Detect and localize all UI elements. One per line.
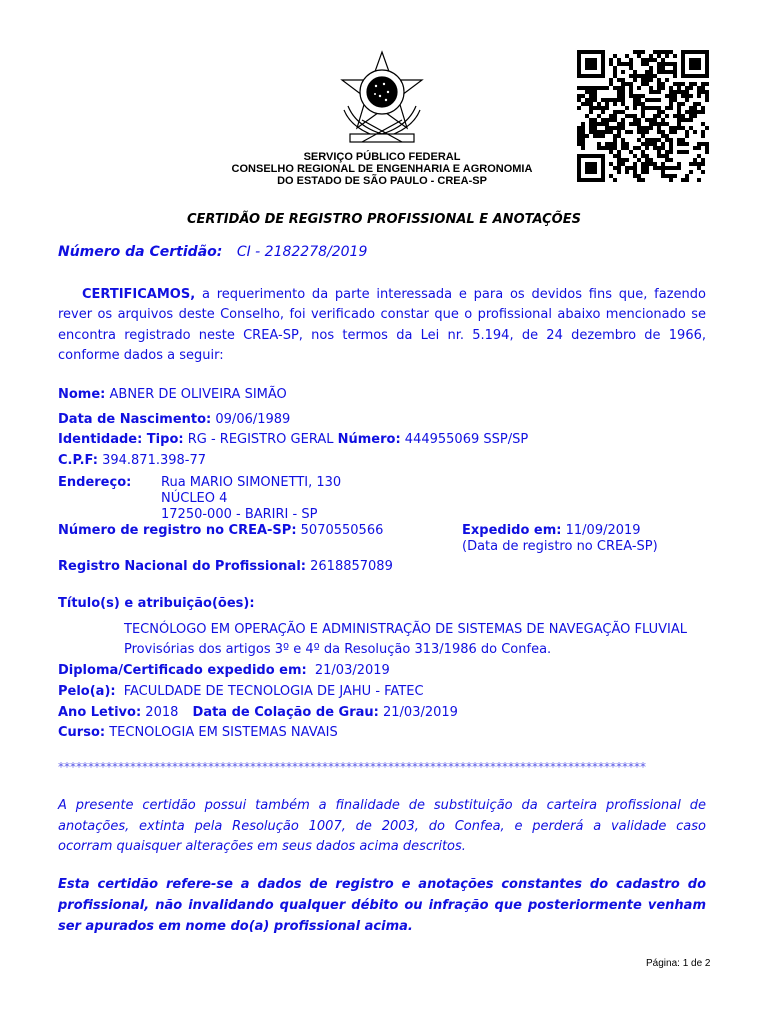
value: RG - REGISTRO GERAL bbox=[187, 432, 334, 447]
field-ano bbox=[58, 705, 458, 720]
label: Registro Nacional do Profissional: bbox=[58, 559, 306, 574]
value: ABNER DE OLIVEIRA SIMÃO bbox=[109, 387, 287, 402]
certificate-number-value: CI - 2182278/2019 bbox=[236, 244, 368, 260]
field-registro bbox=[58, 523, 383, 538]
disclaimer-line-1: Esta certidão refere-se a dados de registro e anotações constantes do cadastro do bbox=[58, 877, 706, 892]
field-identidade bbox=[58, 432, 528, 447]
field-nascimento bbox=[58, 412, 290, 427]
field-cpf bbox=[58, 453, 206, 468]
address-line: NÚCLEO 4 bbox=[161, 491, 228, 506]
field-endereco-value bbox=[161, 475, 341, 523]
label: Número: bbox=[337, 432, 401, 447]
value: 444955069 SSP/SP bbox=[404, 432, 529, 447]
label: Curso: bbox=[58, 725, 106, 740]
note-line-3: ocorram quaisquer alterações em seus dados acima descritos. bbox=[58, 839, 466, 854]
intro-text-1: a requerimento da parte interessada e para os devidos fins que, fazendo bbox=[201, 287, 706, 302]
label: Data de Colação de Grau: bbox=[192, 705, 379, 720]
intro-line-2: rever os arquivos deste Conselho, foi verificado constar que o profissional abaixo mencionado se bbox=[58, 307, 706, 322]
separator: ************************************************************************************************** bbox=[58, 760, 646, 774]
label: C.P.F: bbox=[58, 453, 98, 468]
value: TECNOLOGIA EM SISTEMAS NAVAIS bbox=[109, 725, 338, 740]
label: Data de Nascimento: bbox=[58, 412, 212, 427]
intro-line-3: encontra registrado neste CREA-SP, nos termos da Lei nr. 5.194, de 24 dezembro de 1966, bbox=[58, 328, 706, 343]
expedido-note: (Data de registro no CREA-SP) bbox=[462, 539, 658, 554]
label: Expedido em: bbox=[462, 523, 562, 538]
field-curso bbox=[58, 725, 338, 740]
header-line-1: SERVIÇO PÚBLICO FEDERAL bbox=[303, 151, 461, 163]
disclaimer-line-2: profissional, não invalidando qualquer débito ou infração que posteriormente venham bbox=[58, 898, 706, 913]
field-endereco-label: Endereço: bbox=[58, 475, 132, 490]
value: 21/03/2019 bbox=[314, 663, 390, 678]
value: 21/03/2019 bbox=[383, 705, 458, 720]
disclaimer-line-3: ser apurados em nome do(a) profissional acima. bbox=[58, 919, 413, 934]
label: Pelo(a): bbox=[58, 684, 116, 699]
address-line: Rua MARIO SIMONETTI, 130 bbox=[161, 475, 342, 490]
field-nome bbox=[58, 387, 287, 402]
value: 394.871.398-77 bbox=[102, 453, 207, 468]
label: Identidade: Tipo: bbox=[58, 432, 184, 447]
value: 2018 bbox=[145, 705, 179, 720]
certificate-number-label: Número da Certidão: bbox=[58, 244, 223, 260]
field-rnp bbox=[58, 559, 393, 574]
field-expedido bbox=[462, 523, 658, 555]
qr-code-icon bbox=[577, 50, 713, 182]
field-diploma bbox=[58, 663, 390, 678]
document-title: CERTIDÃO DE REGISTRO PROFISSIONAL E ANOTAÇÕES bbox=[187, 212, 581, 227]
label: Diploma/Certificado expedido em: bbox=[58, 663, 307, 678]
intro-lead: CERTIFICAMOS, bbox=[82, 287, 196, 302]
brazil-coat-of-arms-icon bbox=[332, 50, 432, 146]
header-line-3: DO ESTADO DE SÃO PAULO - CREA-SP bbox=[277, 175, 487, 187]
field-titulo-obs: Provisórias dos artigos 3º e 4º da Resolução 313/1986 do Confea. bbox=[124, 642, 552, 657]
address-line: 17250-000 - BARIRI - SP bbox=[161, 507, 318, 522]
label: Ano Letivo: bbox=[58, 705, 142, 720]
field-titulos-label: Título(s) e atribuição(ões): bbox=[58, 596, 255, 611]
note-line-1: A presente certidão possui também a finalidade de substituição da carteira profissional de bbox=[58, 798, 706, 813]
page-number: Página: 1 de 2 bbox=[646, 958, 711, 969]
label: Número de registro no CREA-SP: bbox=[58, 523, 297, 538]
intro-line-4: conforme dados a seguir: bbox=[58, 348, 224, 363]
value: FACULDADE DE TECNOLOGIA DE JAHU - FATEC bbox=[123, 684, 424, 699]
field-titulo: TECNÓLOGO EM OPERAÇÃO E ADMINISTRAÇÃO DE SISTEMAS DE NAVEGAÇÃO FLUVIAL bbox=[124, 622, 687, 637]
note-line-2: anotações, extinta pela Resolução 1007, de 2003, do Confea, e perderá a validade caso bbox=[58, 819, 706, 834]
value: 09/06/1989 bbox=[215, 412, 291, 427]
label: Nome: bbox=[58, 387, 106, 402]
intro-line-1 bbox=[58, 285, 706, 305]
value: 5070550566 bbox=[300, 523, 384, 538]
certificate-number bbox=[58, 244, 367, 260]
value: 11/09/2019 bbox=[565, 523, 641, 538]
header-block bbox=[222, 151, 542, 187]
value: 2618857089 bbox=[310, 559, 393, 574]
header-line-2: CONSELHO REGIONAL DE ENGENHARIA E AGRONOMIA bbox=[231, 163, 533, 175]
field-pelo bbox=[58, 684, 424, 699]
